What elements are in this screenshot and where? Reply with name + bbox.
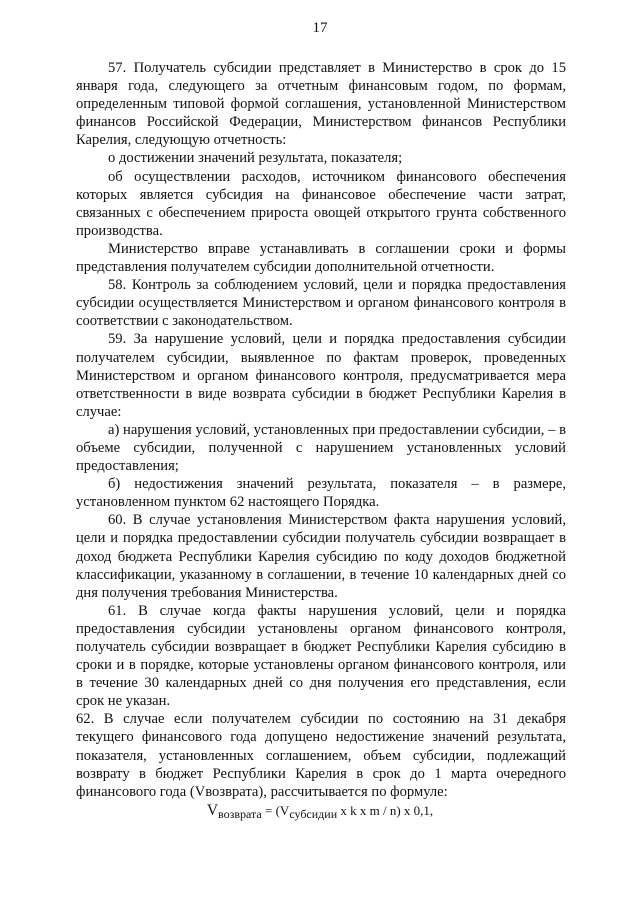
paragraph-60: 60. В случае установления Министерством факта нарушения условий, цели и порядка предоставлении субсидии получатель субсидии возвращает в доход бюджета Республики Карелия субсидию по коду доходов бюджетной классификации, указанному в соглашении, в течение 10 календарных дней со дня получения требования Министерства. bbox=[76, 512, 566, 601]
paragraph-59: 59. За нарушение условий, цели и порядка предоставления субсидии получателем субсидии, выявленное по фактам проверок, проведенных Министерством и органом финансового контроля, предусматривается мера ответственности в виде возврата субсидии в бюджет Республики Карелия в случае: bbox=[76, 331, 566, 420]
paragraph-57-item-2: об осуществлении расходов, источником финансового обеспечения которых является субсидия на финансовое обеспечение части затрат, связанных с обеспечением прироста овощей открытого грунта собственного производства. bbox=[76, 168, 566, 239]
paragraph-57: 57. Получатель субсидии представляет в Министерство в срок до 15 января года, следующего за отчетным финансовым годом, по формам, определенным типовой формой соглашения, установленной Министерством финансов Российской Федерации, Министерством финансов Республики Карелия, следующую отчетность: bbox=[76, 60, 566, 149]
paragraph-57-note: Министерство вправе устанавливать в соглашении сроки и формы представления получателем субсидии дополнительной отчетности. bbox=[76, 240, 566, 276]
formula-rest: x k x m / n) x 0,1, bbox=[337, 803, 434, 818]
paragraph-59-item-a: а) нарушения условий, установленных при предоставлении субсидии, – в объеме субсидии, полученной с нарушением установленных условий предоставления; bbox=[76, 421, 566, 475]
page-number: 17 bbox=[312, 20, 328, 36]
formula-lhs-subscript: возврата bbox=[218, 807, 262, 821]
paragraph-61: 61. В случае когда факты нарушения условий, цели и порядка предоставления субсидии установлены органом финансового контроля, получатель субсидии возвращает в бюджет Республики Карелия субсидию в сроки и в порядке, которые установлены органом финансового контроля, или в течение 30 календарных дней со дня получения его представления, если срок не указан. bbox=[76, 602, 566, 710]
document-body bbox=[76, 59, 566, 801]
paragraph-62: 62. В случае если получателем субсидии по состоянию на 31 декабря текущего финансового года допущено недостижение значений результата, показателя, установленных соглашением, объем субсидии, подлежащий возврату в бюджет Республики Карелия в срок до 1 марта очередного финансового года (Vвозврата), рассчитывается по формуле: bbox=[76, 711, 566, 800]
formula-subsidy-subscript: субсидии bbox=[289, 807, 338, 821]
paragraph-58: 58. Контроль за соблюдением условий, цели и порядка предоставления субсидии осуществляется Министерством и органом финансового контроля в соответствии с законодательством. bbox=[76, 277, 566, 330]
refund-formula bbox=[0, 802, 640, 822]
paragraph-59-item-b: б) недостижения значений результата, показателя – в размере, установленном пунктом 62 настоящего Порядка. bbox=[76, 476, 566, 511]
formula-equals-open: = (V bbox=[261, 803, 290, 818]
formula-lhs-symbol: V bbox=[206, 802, 219, 819]
paragraph-57-item-1: о достижении значений результата, показателя; bbox=[108, 150, 403, 167]
